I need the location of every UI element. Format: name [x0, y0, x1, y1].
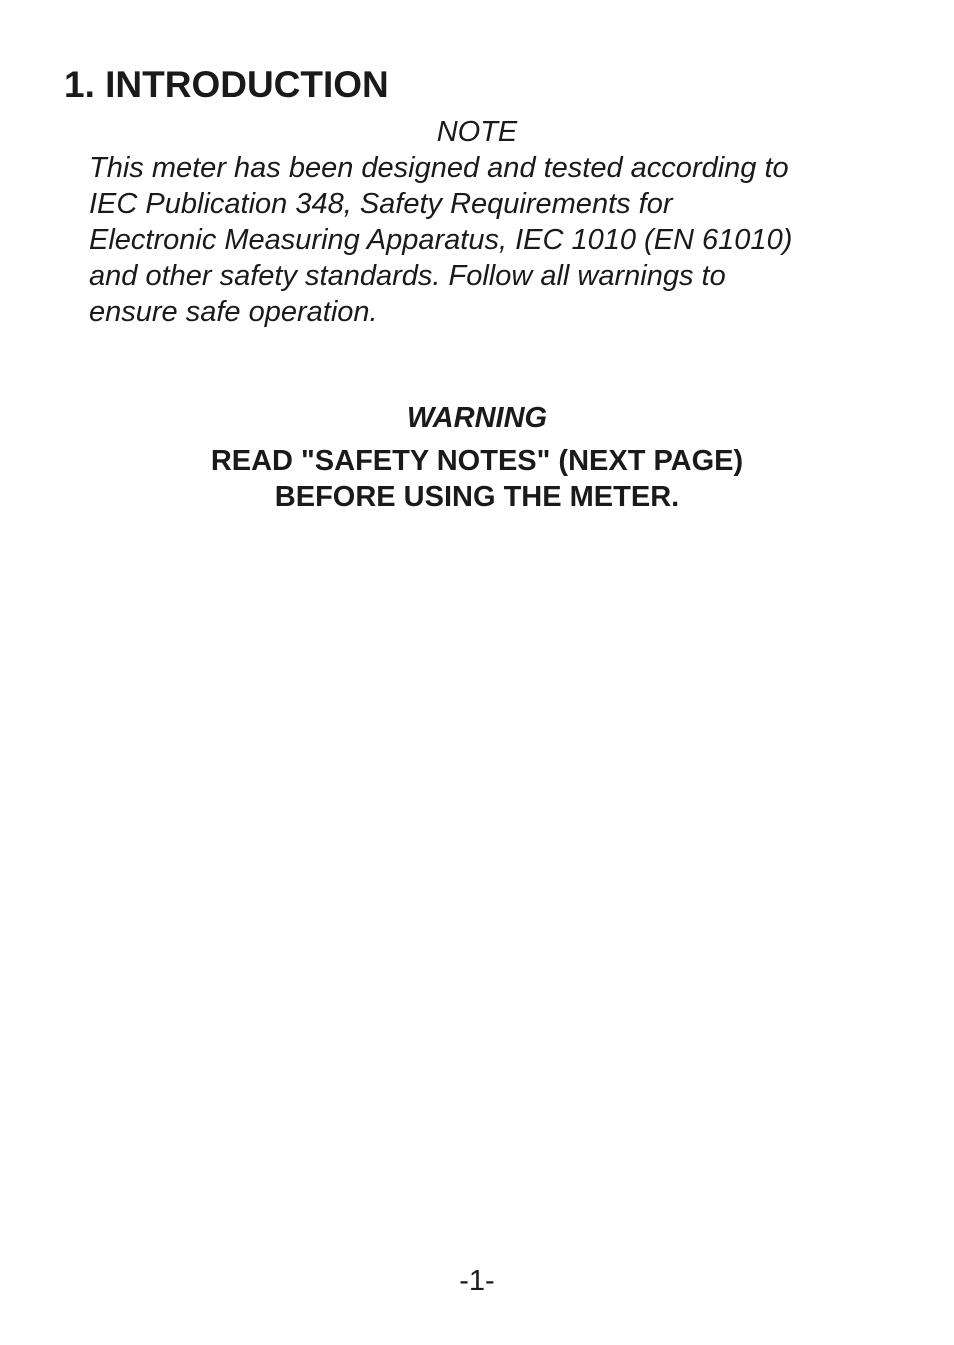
note-line: This meter has been designed and tested according to — [89, 152, 789, 184]
section-title: 1. INTRODUCTION — [64, 64, 389, 105]
warning-heading: WARNING — [406, 402, 548, 434]
warning-line: READ "SAFETY NOTES" (NEXT PAGE) — [210, 445, 744, 477]
note-body — [89, 150, 889, 330]
note-line: Electronic Measuring Apparatus, IEC 1010 (EN 61010) — [89, 224, 793, 256]
note-line: IEC Publication 348, Safety Requirements for — [89, 188, 673, 220]
note-line: ensure safe operation. — [89, 296, 378, 328]
page-number: -1- — [459, 1265, 495, 1297]
warning-body — [0, 443, 954, 515]
note-line: and other safety standards. Follow all warnings to — [89, 260, 726, 292]
note-heading: NOTE — [436, 116, 518, 148]
warning-line: BEFORE USING THE METER. — [274, 481, 680, 513]
